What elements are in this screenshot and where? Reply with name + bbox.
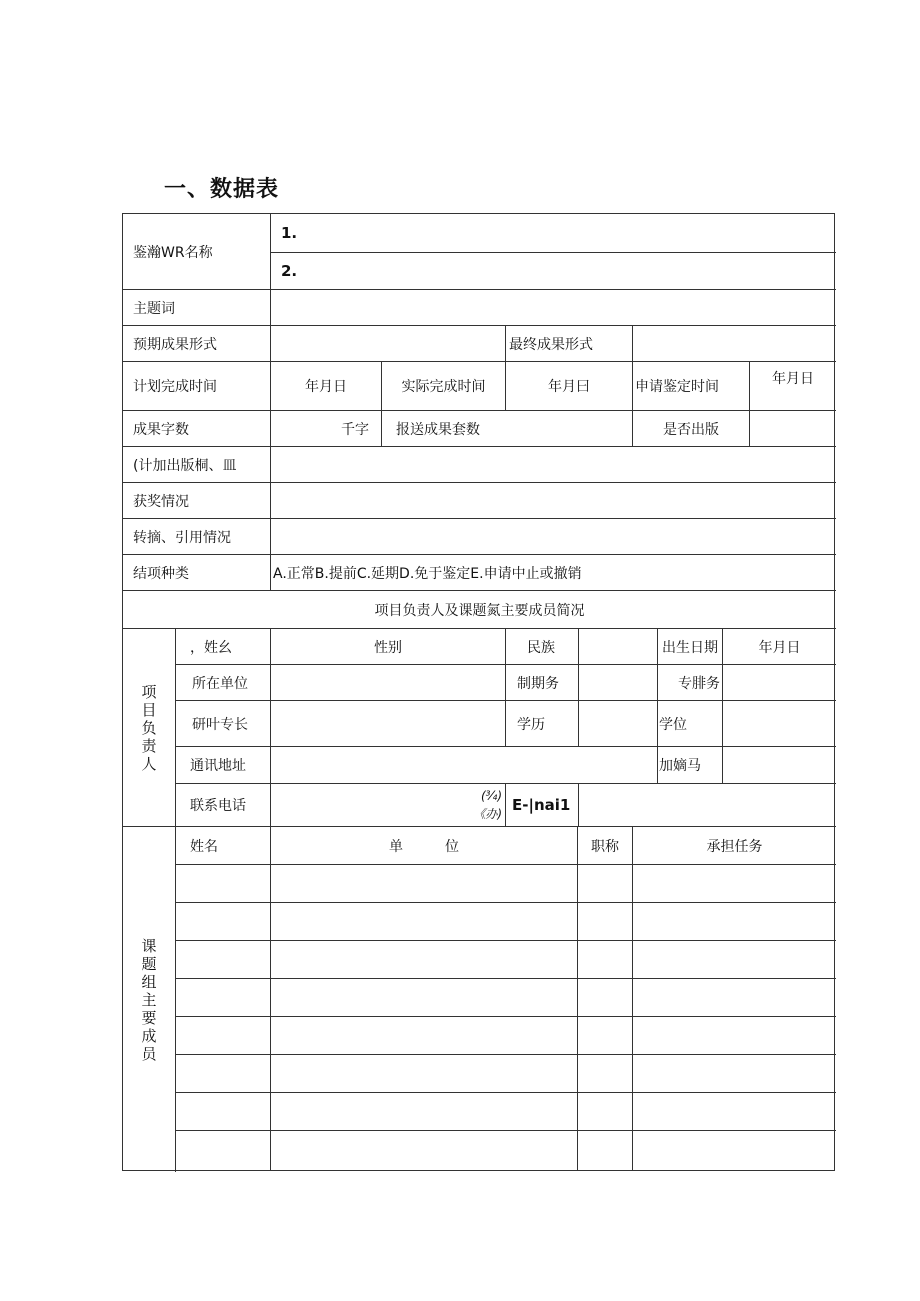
member-unit-cell[interactable] (271, 1017, 578, 1055)
prof-title-field[interactable] (723, 665, 836, 701)
postcode-field[interactable] (723, 747, 836, 784)
closing-type-label: 结项种类 (123, 555, 271, 591)
data-table (122, 213, 835, 1171)
member-task-cell[interactable] (633, 941, 836, 979)
birth-label: 出生日期 (658, 629, 723, 665)
unit-field[interactable] (271, 665, 506, 701)
final-form-label: 最终成果形式 (506, 326, 633, 362)
member-name-cell[interactable] (176, 979, 271, 1017)
postcode-label: 加嫡马 (658, 747, 723, 784)
word-count-label: 成果字数 (123, 411, 271, 447)
name-field-2[interactable]: 2. (271, 253, 836, 290)
phone-field[interactable] (271, 784, 506, 827)
member-name-cell[interactable] (176, 903, 271, 941)
leader-side-label: 项目负责人 (123, 629, 176, 827)
keywords-label: 主题词 (123, 290, 271, 326)
name-label: 鉴瀚WR名称 (123, 214, 271, 290)
education-label: 学历 (506, 701, 579, 747)
apply-time-label: 申请鉴定时间 (633, 362, 750, 411)
final-form-field[interactable] (633, 326, 836, 362)
section-title: 项目负责人及课题氮主要成员简况 (123, 591, 836, 629)
actual-time-label: 实际完成时间 (382, 362, 506, 411)
address-field[interactable] (271, 747, 658, 784)
member-title-cell[interactable] (578, 1055, 633, 1093)
member-title-cell[interactable] (578, 941, 633, 979)
birth-field[interactable]: 年月日 (723, 629, 836, 665)
citation-label: 转摘、引用情况 (123, 519, 271, 555)
apply-time-field[interactable]: 年月日 (750, 362, 836, 411)
member-header-unit: 单 位 (271, 827, 578, 865)
awards-field[interactable] (271, 483, 836, 519)
publisher-field[interactable] (271, 447, 836, 483)
keywords-field[interactable] (271, 290, 836, 326)
member-unit-cell[interactable] (271, 979, 578, 1017)
admin-title-field[interactable] (579, 665, 658, 701)
name-field-1[interactable]: 1. (271, 214, 836, 253)
unit-label: 所在单位 (176, 665, 271, 701)
leader-name-label: ，姓幺 (176, 629, 271, 665)
email-field[interactable] (579, 784, 836, 827)
published-field[interactable] (750, 411, 836, 447)
member-name-cell[interactable] (176, 865, 271, 903)
specialty-field[interactable] (271, 701, 506, 747)
expected-form-field[interactable] (271, 326, 506, 362)
members-side-label: 课题组主要成员 (123, 827, 176, 1172)
expected-form-label: 预期成果形式 (123, 326, 271, 362)
planned-time-field[interactable]: 年月日 (271, 362, 382, 411)
member-task-cell[interactable] (633, 979, 836, 1017)
member-task-cell[interactable] (633, 1017, 836, 1055)
education-field[interactable] (579, 701, 658, 747)
ethnicity-field[interactable] (579, 629, 658, 665)
member-unit-cell[interactable] (271, 1131, 578, 1170)
member-name-cell[interactable] (176, 941, 271, 979)
member-title-cell[interactable] (578, 1093, 633, 1131)
degree-label: 学位 (658, 701, 723, 747)
admin-title-label: 制期务 (506, 665, 579, 701)
closing-type-options[interactable]: A.正常B.提前C.延期D.免于鉴定E.申请中止或撤销 (271, 555, 836, 591)
degree-field[interactable] (723, 701, 836, 747)
member-name-cell[interactable] (176, 1093, 271, 1131)
member-task-cell[interactable] (633, 865, 836, 903)
citation-field[interactable] (271, 519, 836, 555)
member-unit-cell[interactable] (271, 1093, 578, 1131)
member-title-cell[interactable] (578, 1017, 633, 1055)
address-label: 通讯地址 (176, 747, 271, 784)
page-title: 一、数据表 (164, 177, 280, 202)
phone-label: 联系电话 (176, 784, 271, 827)
member-header-name: 姓名 (176, 827, 271, 865)
actual-time-field[interactable]: 年月曰 (506, 362, 633, 411)
member-task-cell[interactable] (633, 903, 836, 941)
member-name-cell[interactable] (176, 1131, 271, 1170)
member-unit-cell[interactable] (271, 865, 578, 903)
member-title-cell[interactable] (578, 903, 633, 941)
word-count-field[interactable]: 千字 (271, 411, 382, 447)
specialty-label: 研叶专长 (176, 701, 271, 747)
planned-time-label: 计划完成时间 (123, 362, 271, 411)
publisher-label: (计加出版桐、皿 (123, 447, 271, 483)
published-label: 是否出版 (633, 411, 750, 447)
phone-home-mark: (¾) (481, 789, 502, 803)
member-title-cell[interactable] (578, 979, 633, 1017)
email-label: E-|nai1 (506, 784, 579, 827)
copies-label: 报送成果套数 (382, 411, 633, 447)
member-header-task: 承担任务 (633, 827, 836, 865)
member-unit-cell[interactable] (271, 941, 578, 979)
member-unit-cell[interactable] (271, 1055, 578, 1093)
ethnicity-label: 民族 (506, 629, 579, 665)
member-name-cell[interactable] (176, 1055, 271, 1093)
member-title-cell[interactable] (578, 865, 633, 903)
member-header-title: 职称 (578, 827, 633, 865)
member-task-cell[interactable] (633, 1093, 836, 1131)
member-task-cell[interactable] (633, 1055, 836, 1093)
member-name-cell[interactable] (176, 1017, 271, 1055)
member-unit-cell[interactable] (271, 903, 578, 941)
gender-label: 性别 (271, 629, 506, 665)
prof-title-label: 专腓务 (658, 665, 723, 701)
member-task-cell[interactable] (633, 1131, 836, 1170)
member-title-cell[interactable] (578, 1131, 633, 1170)
phone-office-mark: 《办) (473, 807, 502, 821)
awards-label: 获奖情况 (123, 483, 271, 519)
